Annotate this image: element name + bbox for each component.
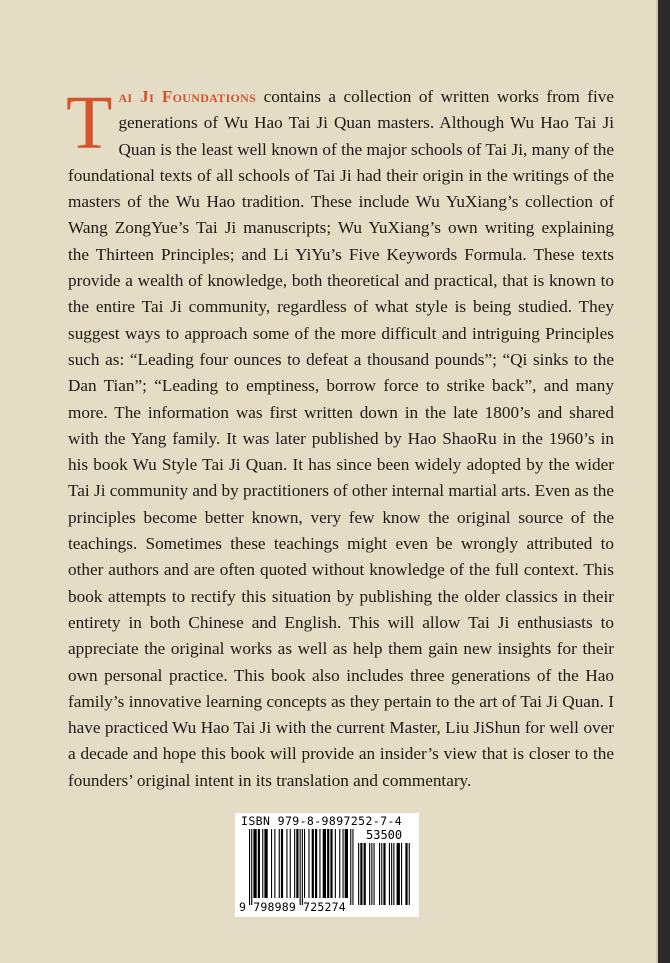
blurb-text: contains a collection of written works from five generations of Wu Hao Tai Ji Quan masters. Although Wu Hao Tai Ji Quan is the least well known of the major schools of Tai Ji, many of the foundational texts of all schools of Tai Ji had their origin in the writings of the masters of the Wu Hao tradition. These include Wu YuXiang’s collection of Wang ZongYue’s Tai Ji manuscripts; Wu YuXiang’s own writing explaining the Thirteen Principles; and Li YiYu’s Five Keywords Formula. These texts provide a wealth of knowledge, both theoretical and practical, that is known to the entire Tai Ji community, regardless of what style is being studied. They suggest ways to approach some of the more difficult and intriguing Principles such as: “Leading four ounces to defeat a thousand pounds”; “Qi sinks to the Dan Tian”; “Leading to emptiness, borrow force to strike back”, and many more. The information was first written down in the late 1800’s and shared with the Yang family. It was later published by Hao ShaoRu in the 1960’s in his book Wu Style Tai Ji Quan. It has since been widely adopted by the wider Tai Ji community and by practitioners of other internal martial arts. Even as the principles become better known, very few know the original source of the teachings. Sometimes these teachings might even be wrongly attributed to other authors and are often quoted without knowledge of the full context. This book attempts to rectify this situation by publishing the older classics in their entirety in both Chinese and English. This will allow Tai Ji enthusiasts to appreciate the original works as well as help them gain new insights for their own personal practice. This book also includes three generations of the Hao family’s innovative learning concepts as they pertain to the art of Tai Ji Quan. I have practiced Wu Hao Tai Ji with the current Master, Liu JiShun for well over a decade and hope this book will provide an insider’s view that is closer to the founders’ original intent in its translation and commentary. <box>68 87 614 790</box>
barcode-bar <box>393 843 394 905</box>
drop-cap: T <box>66 81 113 165</box>
barcode-bar <box>397 843 400 905</box>
barcode-bar <box>401 843 402 905</box>
barcode-bar <box>391 843 392 905</box>
barcode-bar <box>364 843 366 905</box>
barcode-bar <box>381 843 382 905</box>
barcode-bar <box>358 843 359 905</box>
barcode-bar <box>371 843 372 905</box>
book-title-lead: ai Ji Foundations <box>118 87 257 106</box>
isbn-barcode <box>235 813 419 917</box>
back-cover-blurb <box>66 81 614 794</box>
barcode-bar <box>383 843 385 905</box>
barcode-bar <box>374 843 375 905</box>
barcode-bar <box>389 843 390 905</box>
barcode-bar <box>405 843 407 905</box>
ean-digits: 9 798989 725274 <box>239 900 346 914</box>
barcode-bar <box>379 843 380 905</box>
book-spine <box>658 0 670 963</box>
barcode-bar <box>409 843 410 905</box>
price-code: 53500 <box>366 828 403 842</box>
barcode-bar <box>360 843 362 905</box>
isbn-label: ISBN 979-8-9897252-7-4 <box>241 814 403 828</box>
barcode-bar <box>369 843 370 905</box>
